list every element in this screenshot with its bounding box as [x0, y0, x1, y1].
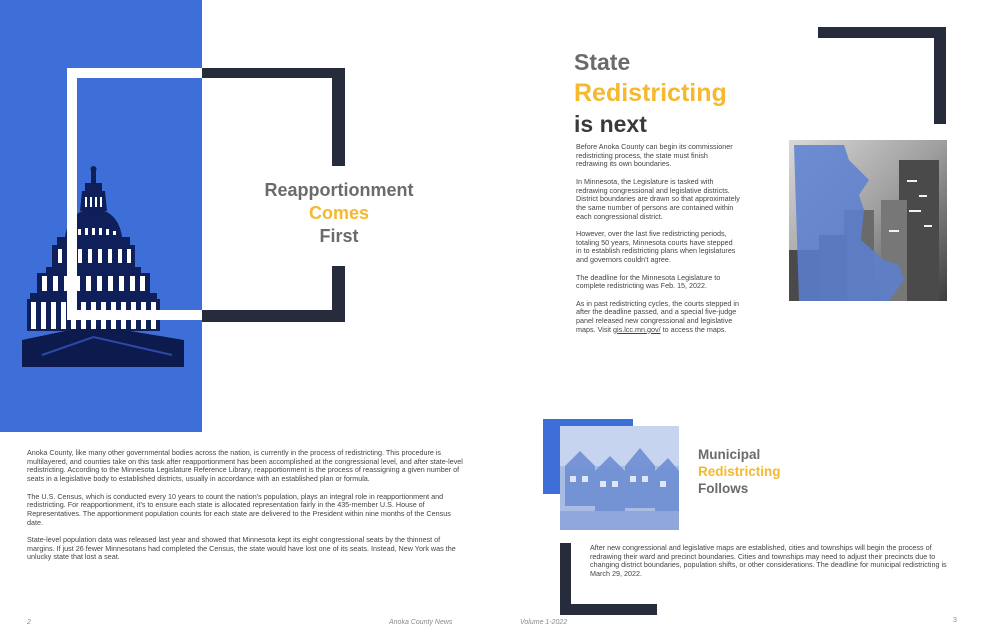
minnesota-map-image: [789, 140, 947, 301]
state-paragraph-3: However, over the last five redistricting periods, totaling 50 years, Minnesota courts have stepped in to establish redistricting plans when legislatures and governors couldn't agree.: [576, 229, 736, 265]
houses-image: [560, 426, 679, 530]
reapportionment-heading: [240, 179, 438, 248]
state-heading-line3: is next: [574, 111, 647, 137]
state-heading: [574, 47, 727, 140]
municipal-heading: [698, 446, 781, 497]
state-paragraph-5: [576, 300, 740, 335]
frame-dark-top: [202, 68, 345, 78]
publication-name: Anoka County News: [389, 619, 453, 626]
state-heading-line1: State: [574, 49, 631, 75]
frame-dark-bottom: [202, 310, 345, 322]
municipal-heading-line2: Redistricting: [698, 464, 781, 479]
state-paragraph-1: Before Anoka County can begin its commissioner redistricting process, the state must finish redrawing its own boundaries.: [576, 142, 733, 169]
volume-label: Volume 1-2022: [520, 619, 568, 626]
frame-white-left: [67, 68, 77, 320]
left-paragraph-1: Anoka County, like many other governmental bodies across the nation, is currently in the process of redistricting. This procedure is multilayered, and counties take on this task after reapportionment has been accomplished at the congressional level, and after state-level redistricting. According to the Minnesota Legislature Reference Library, reapportionment is the process of reassigning a given number of seats in a legislative body to established districts, usually in accordance with an established plan or formula.: [27, 448, 463, 484]
municipal-bracket-bottom: [560, 604, 657, 615]
frame-white-top: [67, 68, 202, 78]
municipal-heading-line1: Municipal: [698, 447, 761, 462]
state-paragraph-5-after: to access the maps.: [662, 324, 727, 334]
left-paragraph-3: State-level population data was released last year and showed that Minnesota kept its eight congressional seats by the thinnest of margins. If just 26 fewer Minnesotans had completed the Census, the state would have lost one of its seats. Instead, New York was the unlucky state that lost a seat.: [27, 535, 456, 562]
municipal-paragraph: After new congressional and legislative maps are established, cities and townships will begin the process of redrawing their ward and precinct boundaries. Cities and townships may need to adjust their precincts due to changing district boundaries, population shifts, or other considerations. The deadline for municipal redistricting is March 29, 2022.: [590, 543, 947, 579]
state-heading-line2: Redistricting: [574, 79, 727, 107]
bracket-top: [818, 27, 946, 38]
heading-line3: First: [319, 226, 359, 246]
capitol-dome-icon: [22, 165, 184, 367]
state-article: [576, 143, 740, 343]
left-page-number: 2: [27, 619, 31, 626]
heading-line1: Reapportionment: [264, 180, 414, 200]
right-page-number: 3: [953, 617, 957, 624]
maps-link[interactable]: gis.lcc.mn.gov/: [613, 324, 661, 334]
state-paragraph-4: The deadline for the Minnesota Legislature to complete redistricting was Feb. 15, 2022.: [576, 272, 721, 291]
state-paragraph-2: In Minnesota, the Legislature is tasked with redrawing congressional and legislative districts. District boundaries are drawn so that approximately the same number of persons are contained within each congressional district.: [576, 176, 740, 221]
frame-dark-right-upper: [332, 68, 345, 166]
frame-white-bottom: [67, 310, 202, 320]
bracket-side: [934, 27, 946, 124]
municipal-heading-line3: Follows: [698, 481, 749, 496]
left-paragraph-2: The U.S. Census, which is conducted every 10 years to count the nation's population, plays an integral role in reapportionment and redistricting. For reapportionment, it's to ensure each state is allocated representation fairly in the 435-member U.S. House of Representatives. The apportionment population counts for each state are delivered to the President within nine months of the Census date.: [27, 491, 451, 527]
heading-line2: Comes: [308, 203, 370, 223]
state-paragraph-5-text: As in past redistricting cycles, the courts stepped in after the deadline passed, and a special five-judge panel released new congressional and legislative maps. Visit: [576, 298, 739, 334]
left-article: [27, 449, 463, 571]
